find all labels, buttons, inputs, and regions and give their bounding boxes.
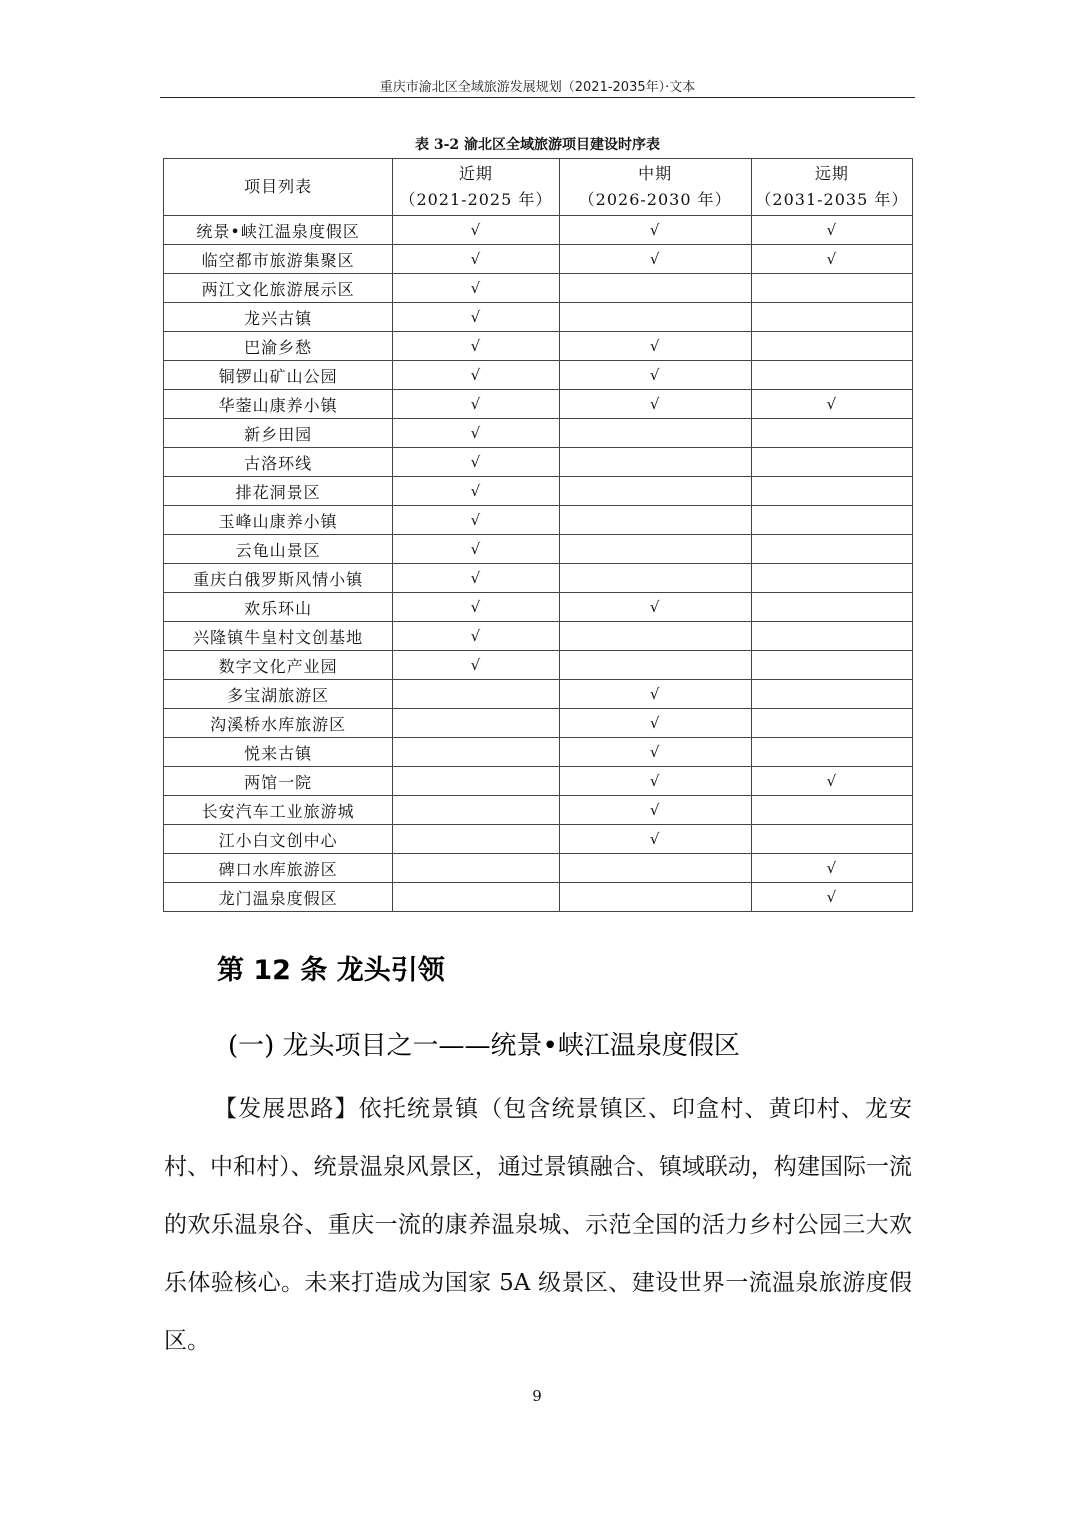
header-mid-label: 中期	[638, 164, 673, 183]
near-term-cell: √	[393, 245, 559, 274]
long-term-cell	[751, 477, 912, 506]
table-row	[164, 854, 913, 883]
mid-term-cell	[559, 535, 751, 564]
near-term-cell	[393, 825, 559, 854]
project-name-cell: 两江文化旅游展示区	[164, 274, 393, 303]
table-row	[164, 622, 913, 651]
mid-term-cell: √	[559, 767, 751, 796]
mid-term-cell: √	[559, 796, 751, 825]
long-term-cell	[751, 274, 912, 303]
mid-term-cell: √	[559, 216, 751, 245]
near-term-cell: √	[393, 419, 559, 448]
table-row	[164, 506, 913, 535]
project-name-cell: 古洛环线	[164, 448, 393, 477]
near-term-cell	[393, 680, 559, 709]
project-name-cell: 龙兴古镇	[164, 303, 393, 332]
mid-term-cell: √	[559, 680, 751, 709]
table-row	[164, 448, 913, 477]
table-row	[164, 216, 913, 245]
near-term-cell: √	[393, 651, 559, 680]
header-far-years: （2031-2035 年）	[755, 190, 909, 209]
long-term-cell	[751, 303, 912, 332]
near-term-cell	[393, 854, 559, 883]
long-term-cell	[751, 506, 912, 535]
mid-term-cell: √	[559, 245, 751, 274]
long-term-cell	[751, 825, 912, 854]
mid-term-cell	[559, 274, 751, 303]
project-name-cell: 碑口水库旅游区	[164, 854, 393, 883]
near-term-cell: √	[393, 390, 559, 419]
near-term-cell	[393, 883, 559, 912]
table-row	[164, 883, 913, 912]
table-row	[164, 651, 913, 680]
mid-term-cell	[559, 448, 751, 477]
long-term-cell: √	[751, 245, 912, 274]
project-name-cell: 数字文化产业园	[164, 651, 393, 680]
long-term-cell	[751, 448, 912, 477]
table-row	[164, 419, 913, 448]
project-name-cell: 沟溪桥水库旅游区	[164, 709, 393, 738]
mid-term-cell	[559, 651, 751, 680]
near-term-cell: √	[393, 477, 559, 506]
long-term-cell	[751, 709, 912, 738]
project-name-cell: 龙门温泉度假区	[164, 883, 393, 912]
near-term-cell: √	[393, 303, 559, 332]
project-name-cell: 华蓥山康养小镇	[164, 390, 393, 419]
mid-term-cell: √	[559, 825, 751, 854]
table-row	[164, 767, 913, 796]
long-term-cell	[751, 593, 912, 622]
near-term-cell: √	[393, 332, 559, 361]
header-project: 项目列表	[164, 159, 393, 216]
table-header-row	[164, 159, 913, 216]
mid-term-cell: √	[559, 738, 751, 767]
long-term-cell: √	[751, 854, 912, 883]
header-near-years: （2021-2025 年）	[399, 190, 553, 209]
mid-term-cell: √	[559, 332, 751, 361]
mid-term-cell	[559, 564, 751, 593]
paragraph-text: 依托统景镇（包含统景镇区、印盒村、黄印村、龙安村、中和村）、统景温泉风景区，通过景镇融合、镇域联动，构建国际一流的欢乐温泉谷、重庆一流的康养温泉城、示范全国的活力乡村公园三大欢乐体验核心。未来打造成为国家 5A 级景区、建设世界一流温泉旅游度假区。	[164, 1096, 913, 1354]
mid-term-cell: √	[559, 709, 751, 738]
paragraph-lead: 【发展思路】	[214, 1096, 359, 1122]
long-term-cell	[751, 622, 912, 651]
header-mid	[559, 159, 751, 216]
near-term-cell: √	[393, 274, 559, 303]
project-name-cell: 云龟山景区	[164, 535, 393, 564]
mid-term-cell: √	[559, 361, 751, 390]
mid-term-cell: √	[559, 390, 751, 419]
project-name-cell: 新乡田园	[164, 419, 393, 448]
project-name-cell: 巴渝乡愁	[164, 332, 393, 361]
table-row	[164, 477, 913, 506]
header-far-label: 远期	[814, 164, 849, 183]
header-near-label: 近期	[458, 164, 493, 183]
table-row	[164, 332, 913, 361]
project-name-cell: 统景•峡江温泉度假区	[164, 216, 393, 245]
near-term-cell	[393, 796, 559, 825]
page-number: 9	[532, 1387, 542, 1405]
mid-term-cell	[559, 477, 751, 506]
long-term-cell	[751, 651, 912, 680]
body-paragraph	[164, 1080, 912, 1370]
running-header: 重庆市渝北区全域旅游发展规划（2021-2035年）·文本	[379, 80, 696, 95]
long-term-cell	[751, 796, 912, 825]
mid-term-cell	[559, 506, 751, 535]
table-row	[164, 303, 913, 332]
table-row	[164, 535, 913, 564]
long-term-cell	[751, 332, 912, 361]
near-term-cell: √	[393, 622, 559, 651]
long-term-cell: √	[751, 216, 912, 245]
project-name-cell: 铜锣山矿山公园	[164, 361, 393, 390]
near-term-cell: √	[393, 593, 559, 622]
project-name-cell: 江小白文创中心	[164, 825, 393, 854]
schedule-table	[163, 158, 913, 912]
long-term-cell	[751, 564, 912, 593]
long-term-cell	[751, 680, 912, 709]
project-name-cell: 临空都市旅游集聚区	[164, 245, 393, 274]
table-caption: 表 3-2 渝北区全域旅游项目建设时序表	[414, 137, 661, 153]
project-name-cell: 欢乐环山	[164, 593, 393, 622]
header-mid-years: （2026-2030 年）	[578, 190, 732, 209]
section-heading: (一) 龙头项目之一——统景•峡江温泉度假区	[228, 1031, 740, 1061]
long-term-cell	[751, 361, 912, 390]
near-term-cell: √	[393, 216, 559, 245]
table-row	[164, 709, 913, 738]
table-row	[164, 390, 913, 419]
table-row	[164, 680, 913, 709]
project-name-cell: 兴隆镇牛皇村文创基地	[164, 622, 393, 651]
near-term-cell: √	[393, 361, 559, 390]
mid-term-cell	[559, 419, 751, 448]
long-term-cell: √	[751, 883, 912, 912]
table-body	[164, 216, 913, 912]
header-rule	[160, 97, 915, 98]
table-row	[164, 361, 913, 390]
table-row	[164, 796, 913, 825]
project-name-cell: 排花洞景区	[164, 477, 393, 506]
project-name-cell: 玉峰山康养小镇	[164, 506, 393, 535]
near-term-cell	[393, 709, 559, 738]
project-name-cell: 长安汽车工业旅游城	[164, 796, 393, 825]
header-far	[751, 159, 912, 216]
long-term-cell: √	[751, 767, 912, 796]
table-row	[164, 564, 913, 593]
mid-term-cell	[559, 303, 751, 332]
mid-term-cell: √	[559, 593, 751, 622]
table-row	[164, 738, 913, 767]
long-term-cell: √	[751, 390, 912, 419]
long-term-cell	[751, 738, 912, 767]
project-name-cell: 重庆白俄罗斯风情小镇	[164, 564, 393, 593]
mid-term-cell	[559, 622, 751, 651]
near-term-cell: √	[393, 448, 559, 477]
header-near	[393, 159, 559, 216]
project-name-cell: 两馆一院	[164, 767, 393, 796]
table-row	[164, 825, 913, 854]
near-term-cell: √	[393, 506, 559, 535]
project-name-cell: 悦来古镇	[164, 738, 393, 767]
mid-term-cell	[559, 854, 751, 883]
near-term-cell	[393, 767, 559, 796]
near-term-cell	[393, 738, 559, 767]
near-term-cell: √	[393, 535, 559, 564]
article-heading: 第 12 条 龙头引领	[217, 955, 445, 986]
table-row	[164, 593, 913, 622]
project-name-cell: 多宝湖旅游区	[164, 680, 393, 709]
near-term-cell: √	[393, 564, 559, 593]
mid-term-cell	[559, 883, 751, 912]
long-term-cell	[751, 535, 912, 564]
long-term-cell	[751, 419, 912, 448]
table-row	[164, 274, 913, 303]
table-row	[164, 245, 913, 274]
